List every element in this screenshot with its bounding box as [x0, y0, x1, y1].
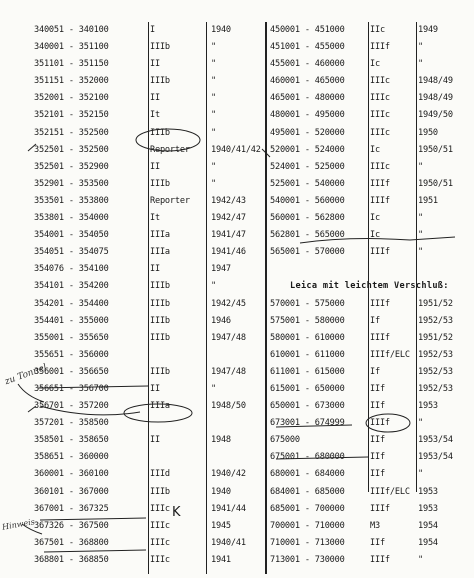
year: 1951/52 [418, 298, 453, 309]
serial-range: 340001 - 351100 [34, 42, 109, 53]
model-code: IIIb [150, 315, 170, 326]
year: 1948/50 [211, 401, 246, 412]
year: " [211, 59, 216, 70]
serial-range: 495001 - 520000 [270, 127, 345, 138]
serial-range: 700001 - 710000 [270, 520, 345, 531]
serial-range: 675000 [270, 435, 300, 446]
year: " [211, 127, 216, 138]
serial-range: 367001 - 367325 [34, 503, 109, 514]
year: 1952/53 [418, 366, 453, 377]
serial-range: 450001 - 451000 [270, 25, 345, 35]
serial-range: 710001 - 713000 [270, 537, 345, 548]
tick-mark [28, 144, 36, 151]
margin-note: zu Tonnel [3, 362, 49, 388]
model-code: IIIc [370, 161, 390, 172]
model-code: IIf [370, 401, 385, 412]
model-code: IIf [370, 537, 385, 548]
year: " [211, 76, 216, 87]
serial-range: 354076 - 354100 [34, 264, 109, 275]
year: " [418, 418, 423, 429]
serial-range: 680001 - 684000 [270, 469, 345, 480]
year: 1940 [211, 486, 231, 497]
model-code: IIIb [150, 298, 170, 309]
year: 1953/54 [418, 452, 453, 463]
model-code: II [150, 383, 160, 394]
serial-range: 673001 - 674999 [270, 418, 345, 429]
year: 1948 [211, 435, 231, 446]
year: " [211, 110, 216, 121]
year: 1954 [418, 520, 438, 531]
model-code: IIIa [150, 230, 170, 241]
year: 1953/54 [418, 435, 453, 446]
serial-range: 575001 - 580000 [270, 315, 345, 326]
year: 1950 [418, 127, 438, 138]
serial-range: 357201 - 358500 [34, 418, 109, 429]
year: 1942/47 [211, 213, 246, 224]
model-code: IIIf [370, 247, 390, 258]
serial-range: 352501 - 352500 [34, 144, 109, 155]
year: " [211, 383, 216, 394]
serial-range: 685001 - 700000 [270, 503, 345, 514]
model-code: II [150, 435, 160, 446]
serial-range: 524001 - 525000 [270, 161, 345, 172]
arrow-mark [262, 149, 270, 157]
serial-range: 520001 - 524000 [270, 144, 345, 155]
serial-range: 360101 - 367000 [34, 486, 109, 497]
serial-range: 615001 - 650000 [270, 383, 345, 394]
serial-range: 650001 - 673000 [270, 401, 345, 412]
year: 1953 [418, 401, 438, 412]
year: 1953 [418, 486, 438, 497]
serial-range: 353501 - 353800 [34, 195, 109, 206]
model-code: If [370, 315, 380, 326]
serial-range: 367326 - 367500 [34, 520, 109, 531]
model-code: IIIc [150, 554, 170, 565]
year: 1953 [418, 503, 438, 514]
year: 1941/47 [211, 230, 246, 241]
serial-range: 480001 - 495000 [270, 110, 345, 121]
model-code: Ic [370, 213, 380, 224]
circled-entry [136, 129, 200, 151]
serial-range: 352001 - 352100 [34, 93, 109, 104]
year: 1951 [418, 195, 438, 206]
year: " [211, 161, 216, 172]
model-code: IIIf [370, 178, 390, 189]
section-heading: Leica mit leichtem Verschluß: [290, 281, 449, 292]
model-code: Reporter [150, 195, 190, 206]
model-code: IIIc [150, 537, 170, 548]
year: 1940/41 [211, 537, 246, 548]
serial-range: 465001 - 480000 [270, 93, 345, 104]
underline-stroke [44, 550, 146, 552]
serial-range: 684001 - 685000 [270, 486, 345, 497]
year: 1941 [211, 554, 231, 565]
model-code: IIIb [150, 486, 170, 497]
model-code: IIIc [370, 127, 390, 138]
model-code: IIIb [150, 127, 170, 138]
arrow-mark [18, 384, 44, 402]
year: 1947/48 [211, 366, 246, 377]
year: 1952/53 [418, 315, 453, 326]
year: 1946 [211, 315, 231, 326]
serial-range: 356651 - 356700 [34, 383, 109, 394]
serial-range: 354001 - 354050 [34, 230, 109, 241]
year: 1940 [211, 25, 231, 35]
serial-range: 358651 - 360000 [34, 452, 109, 463]
underline-stroke [300, 237, 455, 243]
model-code: IIc [370, 25, 385, 35]
serial-range: 351101 - 351150 [34, 59, 109, 70]
model-code: If [370, 366, 380, 377]
model-code: IIIb [150, 42, 170, 53]
year: 1950/51 [418, 144, 453, 155]
serial-range: 580001 - 610000 [270, 332, 345, 343]
year: " [418, 42, 423, 53]
underline-stroke [38, 386, 148, 388]
year: " [211, 178, 216, 189]
year: " [211, 93, 216, 104]
serial-range: 611001 - 615000 [270, 366, 345, 377]
model-code: It [150, 213, 160, 224]
model-code: IIIb [150, 76, 170, 87]
year: 1947 [211, 264, 231, 275]
serial-range: 354401 - 355000 [34, 315, 109, 326]
model-code: IIIf/ELC [370, 486, 410, 497]
serial-range: 358501 - 358650 [34, 435, 109, 446]
model-code: IIIc [370, 93, 390, 104]
year: 1954 [418, 537, 438, 548]
serial-range: 352151 - 352500 [34, 127, 109, 138]
model-code: IIIa [150, 401, 170, 412]
year: 1942/45 [211, 298, 246, 309]
year: 1952/53 [418, 349, 453, 360]
model-code: IIIc [370, 110, 390, 121]
year: " [418, 161, 423, 172]
serial-range: 355001 - 355650 [34, 332, 109, 343]
margin-note: Hinweis [1, 517, 36, 532]
serial-range: 352501 - 352900 [34, 161, 109, 172]
year: 1942/43 [211, 195, 246, 206]
serial-range: 610001 - 611000 [270, 349, 345, 360]
underline-stroke [276, 425, 352, 427]
serial-range: 368801 - 368850 [34, 554, 109, 565]
model-code: IIf [370, 469, 385, 480]
year: 1940/42 [211, 469, 246, 480]
model-code: II [150, 59, 160, 70]
year: 1949 [418, 25, 438, 35]
model-code: IIIf/ELC [370, 349, 410, 360]
letter-k-mark: K [172, 505, 181, 520]
serial-range: 355651 - 356000 [34, 349, 109, 360]
model-code: II [150, 93, 160, 104]
model-code: IIIf [370, 332, 390, 343]
model-code: II [150, 264, 160, 275]
year: 1948/49 [418, 93, 453, 104]
year: 1947/48 [211, 332, 246, 343]
model-code: IIIf [370, 554, 390, 565]
serial-range: 352101 - 352150 [34, 110, 109, 121]
serial-range: 675001 - 680000 [270, 452, 345, 463]
serial-range: 570001 - 575000 [270, 298, 345, 309]
serial-range: 451001 - 455000 [270, 42, 345, 53]
year: 1951/52 [418, 332, 453, 343]
year: 1945 [211, 520, 231, 531]
year: 1949/50 [418, 110, 453, 121]
model-code: IIIf [370, 418, 390, 429]
serial-range: 460001 - 465000 [270, 76, 345, 87]
year: " [211, 42, 216, 53]
serial-range: 353801 - 354000 [34, 213, 109, 224]
model-code: IIIc [150, 503, 170, 514]
model-code: Ic [370, 144, 380, 155]
model-code: IIIa [150, 247, 170, 258]
model-code: IIIb [150, 332, 170, 343]
serial-range: 354201 - 354400 [34, 298, 109, 309]
model-code: Ic [370, 230, 380, 241]
year: " [418, 469, 423, 480]
serial-range: 525001 - 540000 [270, 178, 345, 189]
year: " [418, 247, 423, 258]
serial-range: 455001 - 460000 [270, 59, 345, 70]
year: 1941/46 [211, 247, 246, 258]
circled-entry [366, 414, 410, 432]
model-code: IIIc [150, 520, 170, 531]
year: 1941/44 [211, 503, 246, 514]
serial-range: 340051 - 340100 [34, 25, 109, 35]
model-code: IIf [370, 383, 385, 394]
year: " [418, 230, 423, 241]
model-code: IIIf [370, 503, 390, 514]
model-code: IIIb [150, 366, 170, 377]
model-code: IIf [370, 435, 385, 446]
serial-range: 354051 - 354075 [34, 247, 109, 258]
model-code: Reporter [150, 144, 190, 155]
serial-range: 352901 - 353500 [34, 178, 109, 189]
model-code: Ic [370, 59, 380, 70]
model-code: IIId [150, 469, 170, 480]
model-code: IIIc [370, 76, 390, 87]
tick-mark [28, 406, 36, 412]
year: " [211, 281, 216, 292]
serial-range: 367501 - 368800 [34, 537, 109, 548]
year: 1950/51 [418, 178, 453, 189]
serial-range: 360001 - 360100 [34, 469, 109, 480]
serial-range: 356001 - 356650 [34, 366, 109, 377]
year: " [418, 554, 423, 565]
model-code: II [150, 161, 160, 172]
model-code: It [150, 110, 160, 121]
serial-range: 354101 - 354200 [34, 281, 109, 292]
underline-stroke [276, 457, 368, 459]
serial-range: 351151 - 352000 [34, 76, 109, 87]
model-code: M3 [370, 520, 380, 531]
model-code: IIIf [370, 298, 390, 309]
model-code: IIIf [370, 195, 390, 206]
serial-range: 356701 - 357200 [34, 401, 109, 412]
year: 1948/49 [418, 76, 453, 87]
model-code: IIIf [370, 42, 390, 53]
model-code: I [150, 25, 155, 35]
serial-range: 540001 - 560000 [270, 195, 345, 206]
underline-stroke [40, 518, 146, 520]
serial-range: 565001 - 570000 [270, 247, 345, 258]
serial-range: 562801 - 565000 [270, 230, 345, 241]
model-code: IIf [370, 452, 385, 463]
model-code: IIIb [150, 178, 170, 189]
serial-range: 560001 - 562800 [270, 213, 345, 224]
year: " [418, 213, 423, 224]
year: 1940/41/42 [211, 144, 261, 155]
model-code: IIIb [150, 281, 170, 292]
year: 1952/53 [418, 383, 453, 394]
year: " [418, 59, 423, 70]
serial-range: 713001 - 730000 [270, 554, 345, 565]
